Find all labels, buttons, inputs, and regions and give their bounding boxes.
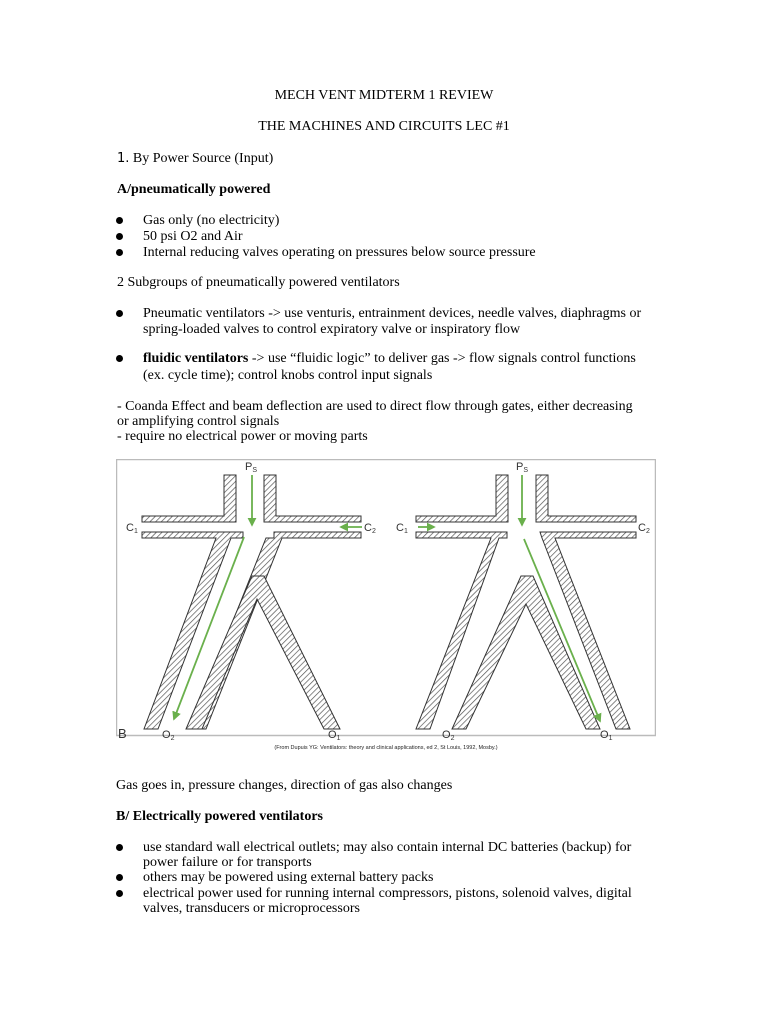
document-title: MECH VENT MIDTERM 1 REVIEW (274, 88, 494, 103)
bullet-dot (116, 890, 123, 897)
list-item (143, 351, 636, 367)
lecture-title: THE MACHINES AND CIRCUITS LEC #1 (258, 119, 510, 134)
label-c1: C1 (126, 522, 138, 535)
label-o1: O1 (328, 729, 341, 742)
label-ps: PS (245, 461, 258, 474)
label-o1: O1 (600, 729, 613, 742)
list-item-continuation: power failure or for transports (143, 855, 312, 870)
section-text: By Power Source (Input) (129, 151, 274, 166)
fluidic-description: -> use “fluidic logic” to deliver gas -> flow signals control functions (248, 351, 636, 366)
list-item-continuation: valves, transducers or microprocessors (143, 901, 360, 916)
list-item-continuation: (ex. cycle time); control knobs control input signals (143, 368, 433, 383)
list-item: Pneumatic ventilators -> use venturis, entrainment devices, needle valves, diaphragms or (143, 306, 642, 321)
list-item: Gas only (no electricity) (143, 213, 280, 228)
bullet-dot (116, 844, 123, 851)
list-item: 50 psi O2 and Air (143, 229, 243, 244)
section-number: 1. (117, 151, 130, 166)
label-o2: O2 (442, 729, 455, 742)
list-item: others may be powered using external battery packs (143, 870, 434, 885)
bullet-dot (116, 217, 123, 224)
bullet-dot (116, 310, 123, 317)
section-1-heading (117, 151, 273, 167)
list-item: Internal reducing valves operating on pressures below source pressure (143, 245, 536, 260)
figure-caption: (From Dupuis YG: Ventilators: theory and clinical applications, ed 2, St Louis, 1992, Mosby.) (274, 745, 498, 751)
label-c2: C2 (364, 522, 376, 535)
coanda-line: - require no electrical power or moving parts (117, 429, 368, 444)
list-item-continuation: spring-loaded valves to control expiratory valve or inspiratory flow (143, 322, 521, 337)
coanda-line: or amplifying control signals (117, 414, 280, 429)
gas-direction-note: Gas goes in, pressure changes, direction of gas also changes (116, 778, 453, 793)
subgroups-intro: 2 Subgroups of pneumatically powered ventilators (117, 275, 400, 290)
bullet-dot (116, 233, 123, 240)
subsection-a-heading: A/pneumatically powered (117, 182, 271, 197)
label-o2: O2 (162, 729, 175, 742)
list-item: electrical power used for running internal compressors, pistons, solenoid valves, digital (143, 886, 632, 901)
label-ps: PS (516, 461, 529, 474)
subsection-b-heading: B/ Electrically powered ventilators (116, 809, 323, 824)
fluidic-gate-diagram (116, 459, 656, 753)
list-item: use standard wall electrical outlets; may also contain internal DC batteries (backup) for (143, 840, 632, 855)
bullet-dot (116, 249, 123, 256)
fluidic-term: fluidic ventilators (143, 351, 249, 366)
bullet-dot (116, 355, 123, 362)
coanda-line: - Coanda Effect and beam deflection are used to direct flow through gates, either decreasing (117, 399, 633, 414)
label-c2: C2 (638, 522, 650, 535)
bullet-dot (116, 874, 123, 881)
label-c1: C1 (396, 522, 408, 535)
panel-label: B (118, 726, 127, 741)
